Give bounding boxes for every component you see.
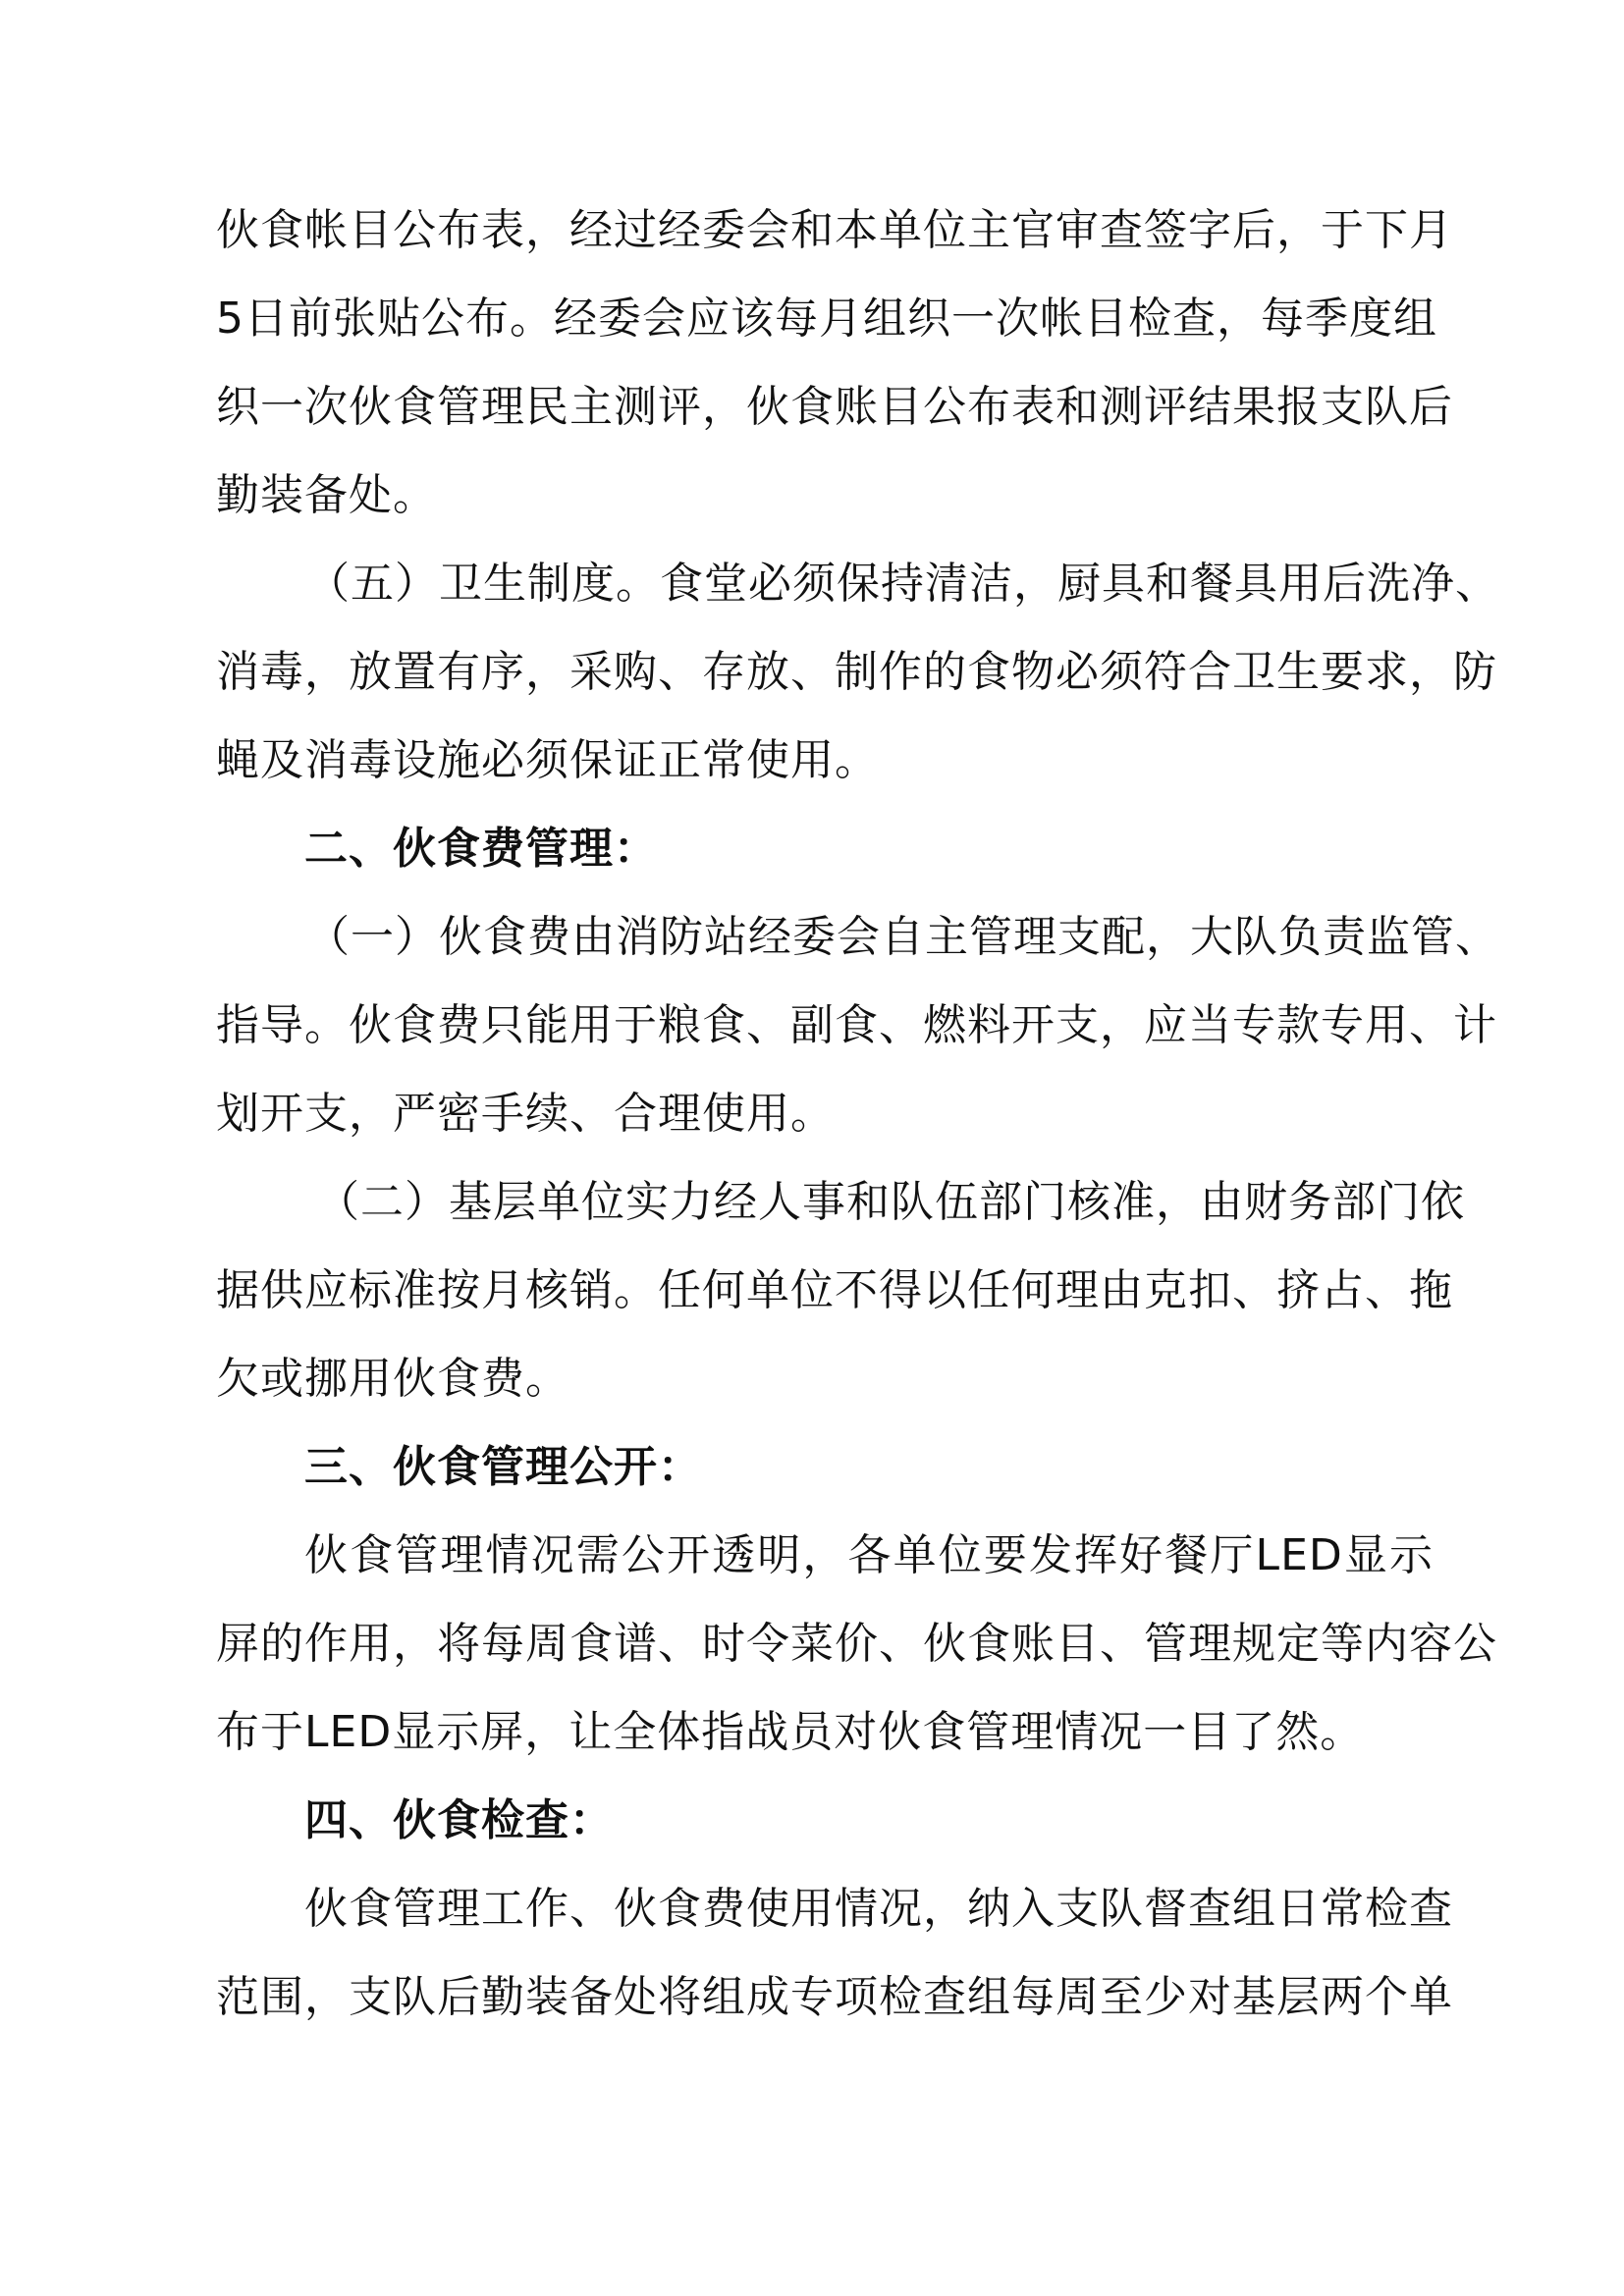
section-heading: 二、伙食费管理： bbox=[304, 824, 658, 874]
paragraph-line: 蝇及消毒设施必须保证正常使用。 bbox=[216, 735, 879, 785]
paragraph-line: 指导。伙食费只能用于粮食、副食、燃料开支，应当专款专用、计 bbox=[216, 1000, 1497, 1050]
paragraph-line: （一）伙食费由消防站经委会自主管理支配，大队负责监管、 bbox=[306, 912, 1499, 962]
section-heading: 四、伙食检查： bbox=[304, 1795, 614, 1845]
paragraph-line: 消毒，放置有序，采购、存放、制作的食物必须符合卫生要求，防 bbox=[216, 647, 1497, 697]
paragraph-line: 伙食管理情况需公开透明，各单位要发挥好餐厅LED显示 bbox=[304, 1530, 1434, 1580]
paragraph-line: （五）卫生制度。食堂必须保持清洁，厨具和餐具用后洗净、 bbox=[306, 559, 1499, 609]
paragraph-line: 布于LED显示屏，让全体指战员对伙食管理情况一目了然。 bbox=[216, 1707, 1365, 1757]
paragraph-line: 伙食管理工作、伙食费使用情况，纳入支队督查组日常检查 bbox=[304, 1884, 1453, 1934]
paragraph-line: 织一次伙食管理民主测评，伙食账目公布表和测评结果报支队后 bbox=[216, 382, 1453, 432]
paragraph-line: 屏的作用，将每周食谱、时令菜价、伙食账目、管理规定等内容公 bbox=[216, 1619, 1497, 1669]
section-heading: 三、伙食管理公开： bbox=[304, 1442, 702, 1492]
paragraph-line: 范围，支队后勤装备处将组成专项检查组每周至少对基层两个单 bbox=[216, 1972, 1453, 2022]
paragraph-line: 据供应标准按月核销。任何单位不得以任何理由克扣、挤占、拖 bbox=[216, 1265, 1453, 1315]
paragraph-line: 划开支，严密手续、合理使用。 bbox=[216, 1089, 835, 1139]
paragraph-line: 勤装备处。 bbox=[216, 470, 437, 520]
paragraph-line: 5日前张贴公布。经委会应该每月组织一次帐目检查，每季度组 bbox=[216, 294, 1437, 344]
paragraph-line: 伙食帐目公布表，经过经委会和本单位主官审查签字后，于下月 bbox=[216, 205, 1453, 255]
paragraph-line: 欠或挪用伙食费。 bbox=[216, 1354, 569, 1404]
paragraph-line: （二）基层单位实力经人事和队伍部门核准，由财务部门依 bbox=[316, 1177, 1465, 1227]
